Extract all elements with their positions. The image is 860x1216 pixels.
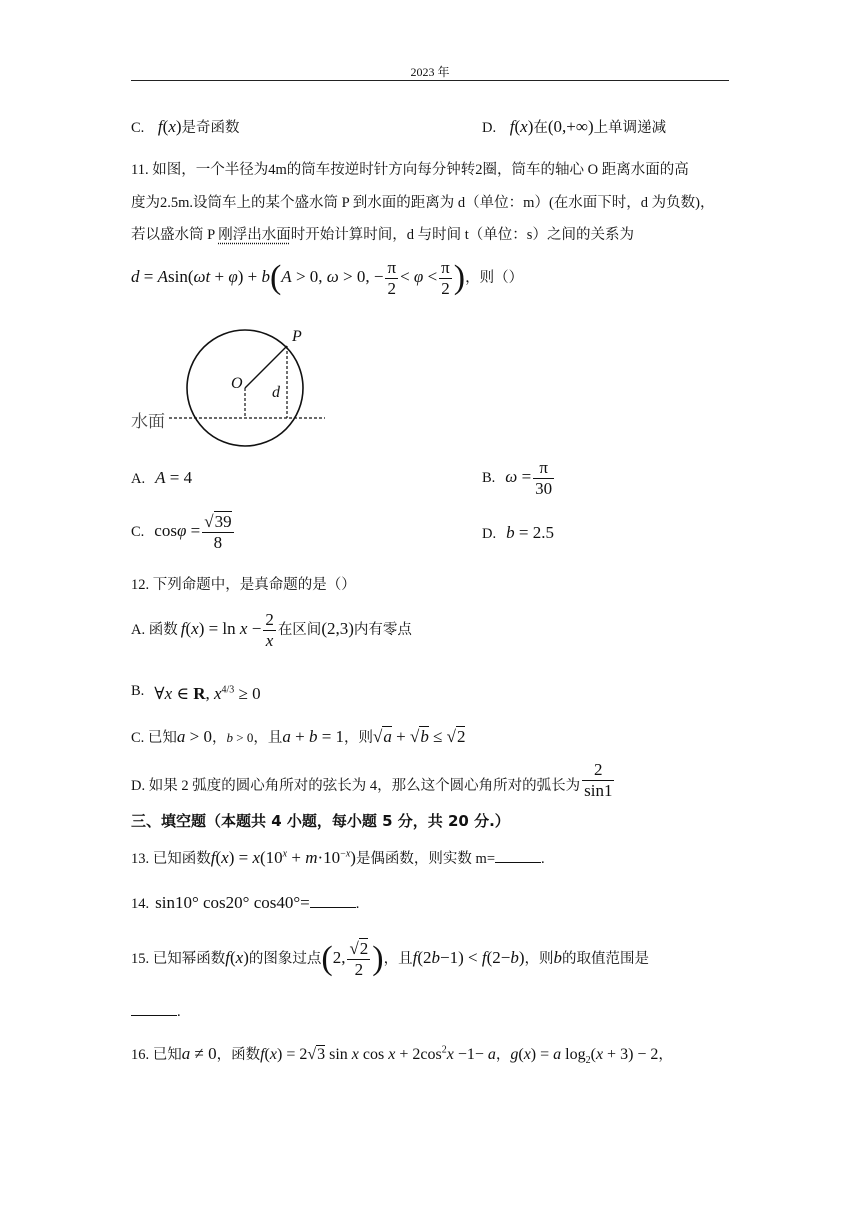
figure-label-o: O (231, 375, 243, 392)
option-label: B. (482, 469, 496, 486)
math-f-x: f(x) (157, 117, 182, 136)
question-text: 的取值范围是 (562, 950, 650, 967)
option-text: ， (212, 730, 227, 746)
answer-blank[interactable] (131, 1003, 177, 1016)
option-text: 在 (533, 120, 548, 136)
question-text: 是偶函数，则实数 m= (355, 851, 496, 867)
stem-text: ，则（） (465, 269, 524, 286)
option-text: ，且 (253, 730, 283, 746)
stem-text: 若以盛水筒 P (131, 227, 219, 243)
option-label: C. (131, 523, 145, 540)
q11-stem-line3 (131, 223, 634, 244)
q12-option-d: D. 如果 2 弧度的圆心角所对的弦长为 4，那么这个圆心角所对的弧长为 $\frac{2}{\sin 1}$ (131, 760, 613, 800)
figure-label-d: d (272, 384, 280, 401)
q12-option-c: C. 已知a > 0，b > 0，且a + b = 1，则√a + √b ≤ √2 (131, 727, 466, 746)
q11-stem-line2: 度为2.5m.设筒车上的某个盛水筒 P 到水面的距离为 d（单位：m）(在水面下时，d 为负数)， (131, 195, 715, 211)
figure-label-water: 水面 (131, 412, 165, 432)
question-text: ， (658, 1047, 673, 1063)
q11-formula (131, 258, 523, 298)
formula-main: d = Asin(ωt + φ) + b(A > 0, ω > 0, − $\frac{\pi}{2}$ < φ < $\frac{\pi}{2}$ ) (131, 258, 466, 298)
math-f-x: f(x) (509, 117, 534, 136)
question-text: 14. (131, 896, 150, 912)
answer-blank[interactable] (495, 850, 541, 863)
emphasis-text: 刚浮出水面 (218, 227, 291, 243)
option-label: D. (482, 526, 497, 542)
question-text: . (177, 1004, 181, 1020)
question-text: ，且 (383, 950, 413, 967)
q15-answer-line (131, 1003, 181, 1021)
q11-option-c: C. cosφ = $\frac{√39}{8}$ (131, 512, 232, 552)
question-text: ， (495, 1047, 511, 1063)
q12-option-b: B. ∀x ∈ R, $x^{4/3} \ge 0$ (131, 683, 261, 703)
option-label: D. (482, 120, 497, 136)
answer-blank[interactable] (310, 895, 356, 908)
math-interval: (0,+∞) (547, 117, 594, 136)
q13: 13. 已知函数$f(x) = x(10^x + m\cdot 10^{-x})$是偶函数，则实数 m= . (131, 848, 545, 867)
radius-line (245, 346, 287, 388)
q11-option-d: D. b = 2.5 (482, 523, 554, 542)
section-3-title: 三、填空题（本题共 4 小题，每小题 5 分，共 20 分.） (131, 812, 510, 830)
option-text: ，则 (344, 730, 374, 746)
question-text: . (541, 851, 545, 867)
q12-stem: 12. 下列命题中，是真命题的是（） (131, 577, 356, 593)
option-text: D. 如果 2 弧度的圆心角所对的弦长为 4，那么这个圆心角所对的弧长为 (131, 777, 581, 794)
option-label: A. (131, 471, 146, 487)
option-text: 上单调递减 (593, 120, 667, 136)
q10-option-d (482, 116, 666, 137)
question-text: ，函数 (216, 1047, 261, 1063)
option-label: B. (131, 683, 145, 699)
question-text: 13. 已知函数 (131, 851, 211, 867)
q11-stem-line1: 11. 如图，一个半径为4m的筒车按逆时针方向每分钟转2圈，筒车的轴心 O 距离水面的高 (131, 162, 689, 178)
q11-option-a: A. A = 4 (131, 468, 193, 487)
question-text: 16. 已知 (131, 1047, 182, 1063)
figure-label-p: P (292, 328, 302, 345)
option-text: 是奇函数 (181, 120, 240, 136)
option-text: A. 函数 (131, 621, 178, 638)
q14: 14. sin10° cos20° cos40°= . (131, 893, 360, 912)
q16: 16. 已知a ≠ 0，函数f(x) = 2√3 sin x $\cos x + 2\cos^2x -1- a$，g(x) = a $\log_2(x + 3) - 2$， (131, 1044, 673, 1067)
question-text: ，则 (524, 950, 554, 967)
option-text: C. 已知 (131, 730, 177, 746)
question-text: 的图象过点 (248, 950, 322, 967)
option-label: C. (131, 120, 145, 136)
question-text: 15. 已知幂函数 (131, 950, 226, 967)
q12-option-a: A. 函数 f(x) = ln x − $\frac{2}{x}$ 在区间(2,3)内有零点 (131, 610, 412, 650)
q11-option-b: B. ω = $\frac{\pi}{30}$ (482, 458, 553, 498)
stem-text: 时开始计算时间，d 与时间 t（单位：s）之间的关系为 (290, 227, 634, 243)
page-header-year: 2023 年 (410, 65, 450, 79)
option-text: 在区间 (277, 621, 322, 638)
q15: 15. 已知幂函数f(x)的图象过点(2, $\frac{√2}{2}$ )，且f(2b−1) < f(2−b)，则b的取值范围是 (131, 939, 650, 979)
option-text: 内有零点 (353, 621, 412, 638)
question-text: . (355, 896, 360, 912)
q10-option-c (131, 116, 240, 137)
header-rule (131, 80, 729, 81)
